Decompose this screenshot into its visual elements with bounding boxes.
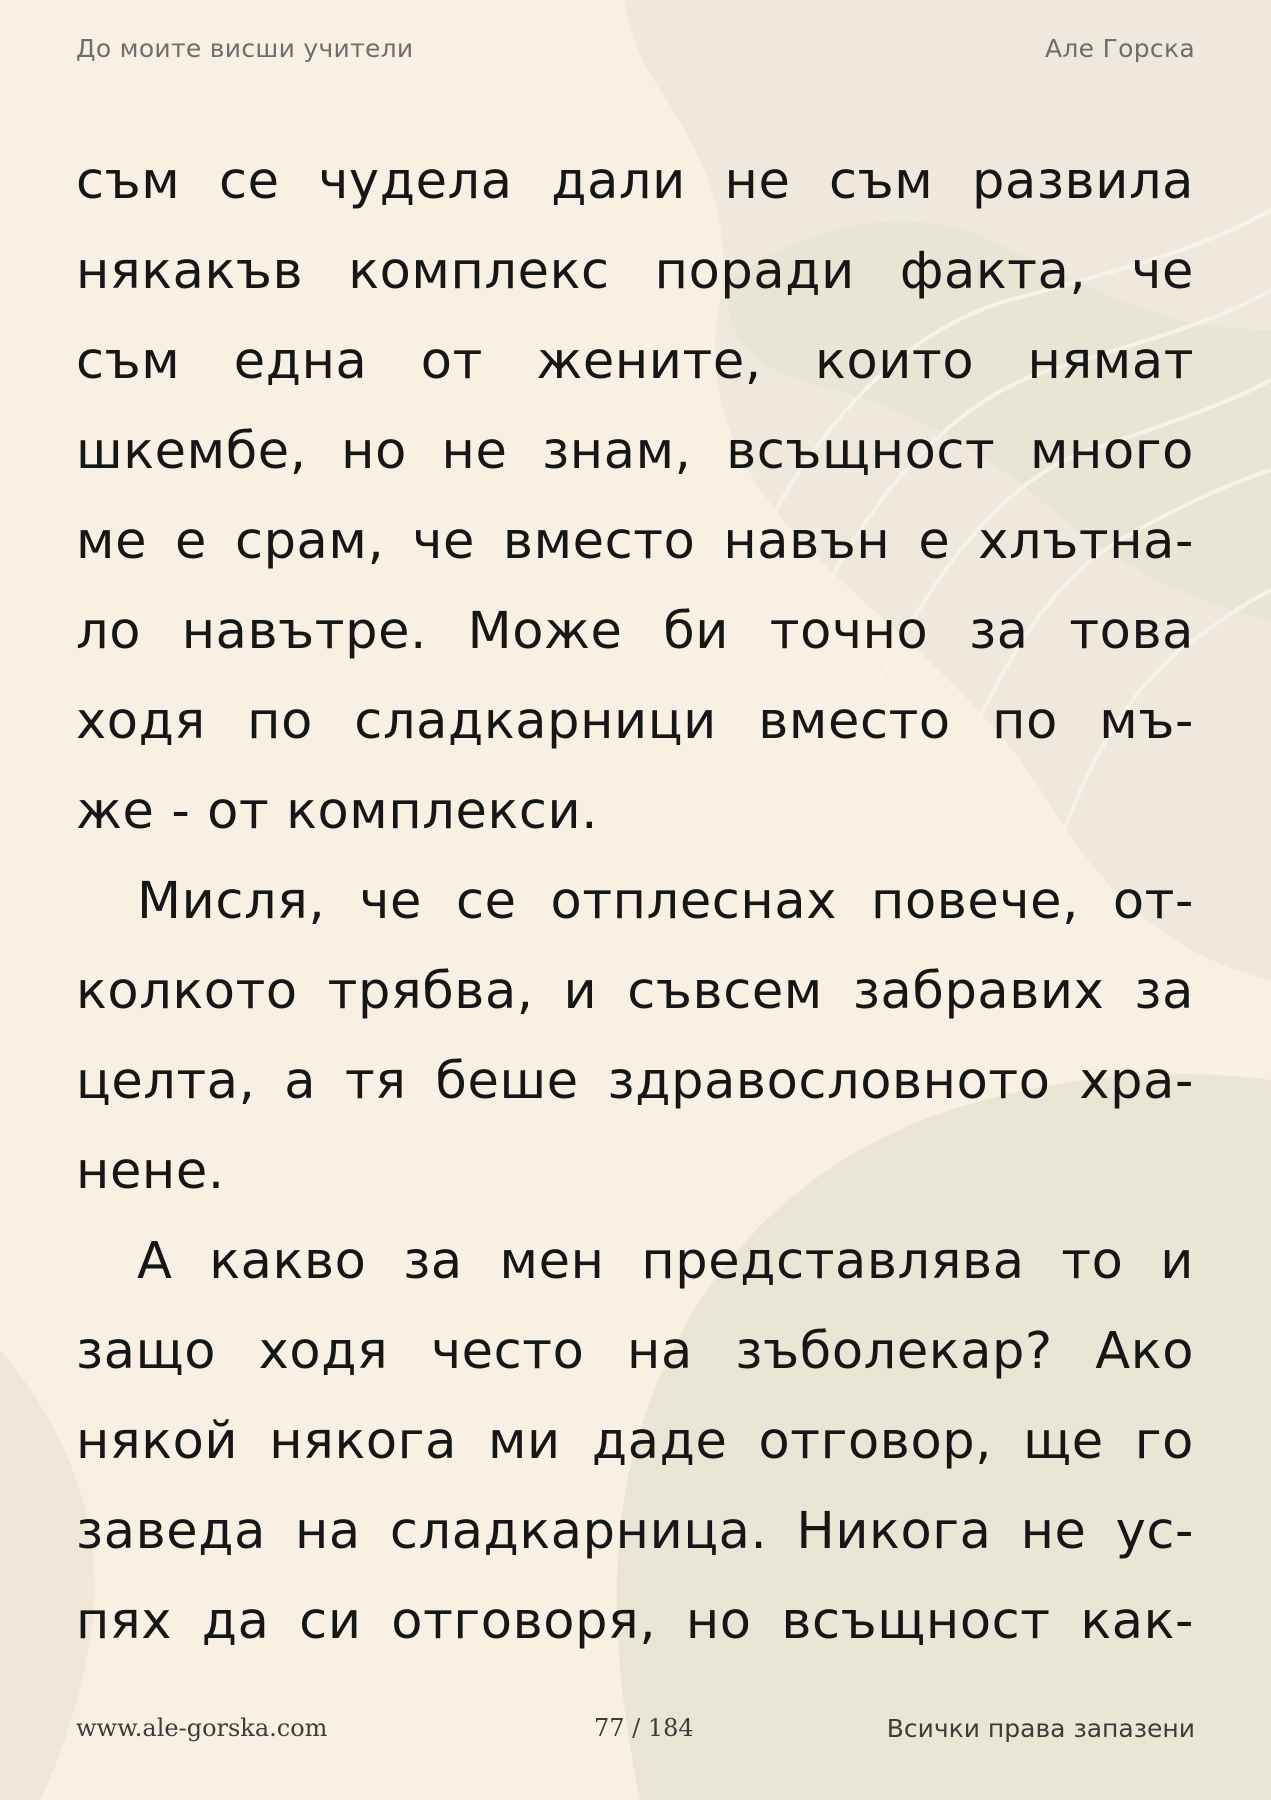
text-line: шкембе, но не знам, всъщност много: [76, 422, 1194, 481]
text-line: заведа на сладкарница. Никога не ус-: [76, 1502, 1194, 1561]
text-line: целта, а тя беше здравословното хра-: [76, 1052, 1194, 1111]
page-header: [76, 34, 1195, 68]
author-name: Але Горска: [1045, 34, 1195, 63]
text-line: колкото трябва, и съвсем забравих за: [76, 962, 1194, 1021]
text-line-paragraph-start: Мисля, че се отплеснах повече, от-: [137, 872, 1194, 931]
page-body-text: [76, 137, 1194, 1667]
text-line: ходя по сладкарници вместо по мъ-: [76, 692, 1194, 751]
text-line: някой някога ми даде отговор, ще го: [76, 1412, 1194, 1471]
text-line-paragraph-start: А какво за мен представлява то и: [137, 1232, 1194, 1291]
text-line: някакъв комплекс поради факта, че: [76, 242, 1194, 301]
page-footer: [76, 1714, 1195, 1748]
text-line: пях да си отговоря, но всъщност как-: [76, 1592, 1194, 1651]
page-number: 77 / 184: [594, 1714, 694, 1742]
text-line: съм една от жените, които нямат: [76, 332, 1194, 391]
text-line: защо ходя често на зъболекар? Ако: [76, 1322, 1194, 1381]
text-line: съм се чудела дали не съм развила: [76, 152, 1194, 211]
text-line: ло навътре. Може би точно за това: [76, 602, 1194, 661]
book-title: До моите висши учители: [76, 34, 414, 63]
text-line: ме е срам, че вместо навън е хлътна-: [76, 512, 1194, 571]
copyright-notice: Всички права запазени: [886, 1714, 1195, 1743]
text-line: нене.: [76, 1142, 225, 1201]
website-link[interactable]: www.ale-gorska.com: [76, 1714, 328, 1742]
text-line: же - от комплекси.: [76, 782, 599, 841]
